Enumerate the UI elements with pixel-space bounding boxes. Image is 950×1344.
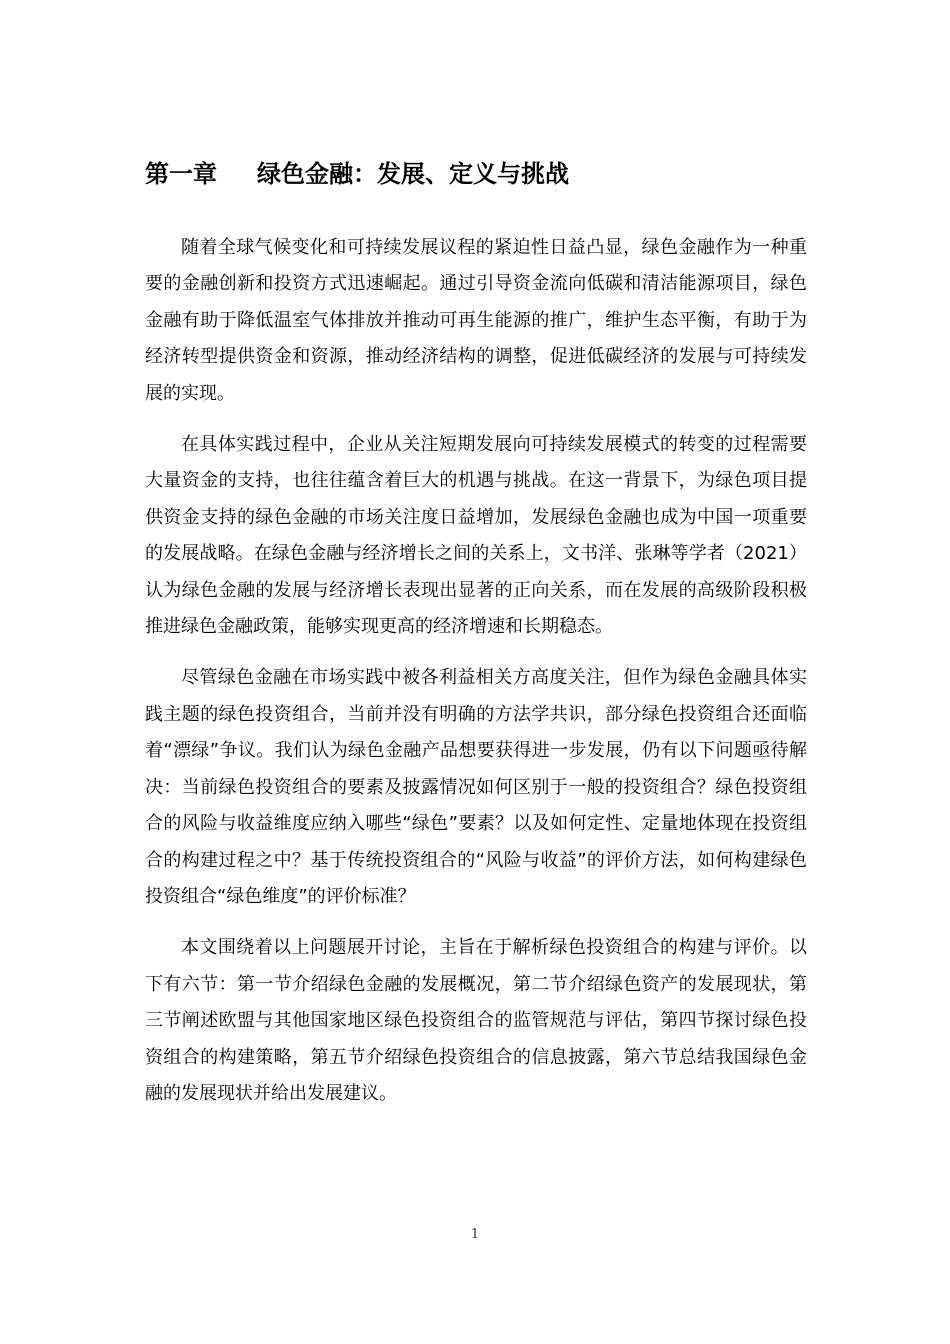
page-number: 1 (470, 1227, 480, 1242)
chapter-title: 绿色金融：发展、定义与挑战 (257, 160, 569, 188)
paragraph-1: 随着全球气候变化和可持续发展议程的紧迫性日益凸显，绿色金融作为一种重要的金融创新和投资方式迅速崛起。通过引导资金流向低碳和清洁能源项目，绿色金融有助于降低温室气体排放并推动可再生能源的推广，维护生态平衡，有助于为经济转型提供资金和资源，推动经济结构的调整，促进低碳经济的发展与可持续发展的实现。 (145, 237, 807, 404)
paragraph-2: 在具体实践过程中，企业从关注短期发展向可持续发展模式的转变的过程需要大量资金的支持，也往往蕴含着巨大的机遇与挑战。在这一背景下，为绿色项目提供资金支持的绿色金融的市场关注度日益增加，发展绿色金融也成为中国一项重要的发展战略。在绿色金融与经济增长之间的关系上，文书洋、张琳等学者（2021）认为绿色金融的发展与经济增长表现出显著的正向关系，而在发展的高级阶段积极推进绿色金融政策，能够实现更高的经济增速和长期稳态。 (145, 434, 807, 638)
paragraph-3: 尽管绿色金融在市场实践中被各利益相关方高度关注，但作为绿色金融具体实践主题的绿色投资组合，当前并没有明确的方法学共识，部分绿色投资组合还面临着“漂绿”争议。我们认为绿色金融产品想要获得进一步发展，仍有以下问题亟待解决：当前绿色投资组合的要素及披露情况如何区别于一般的投资组合？绿色投资组合的风险与收益维度应纳入哪些“绿色”要素？以及如何定性、定量地体现在投资组合的构建过程之中？基于传统投资组合的“风险与收益”的评价方法，如何构建绿色投资组合“绿色维度”的评价标准？ (145, 667, 807, 907)
chapter-body (145, 230, 807, 1127)
chapter-heading (145, 154, 825, 194)
paragraph-4: 本文围绕着以上问题展开讨论，主旨在于解析绿色投资组合的构建与评价。以下有六节：第一节介绍绿色金融的发展概况，第二节介绍绿色资产的发展现状，第三节阐述欧盟与其他国家地区绿色投资组合的监管规范与评估，第四节探讨绿色投资组合的构建策略，第五节介绍绿色投资组合的信息披露，第六节总结我国绿色金融的发展现状并给出发展建议。 (145, 937, 807, 1104)
chapter-label: 第一章 (145, 160, 217, 188)
